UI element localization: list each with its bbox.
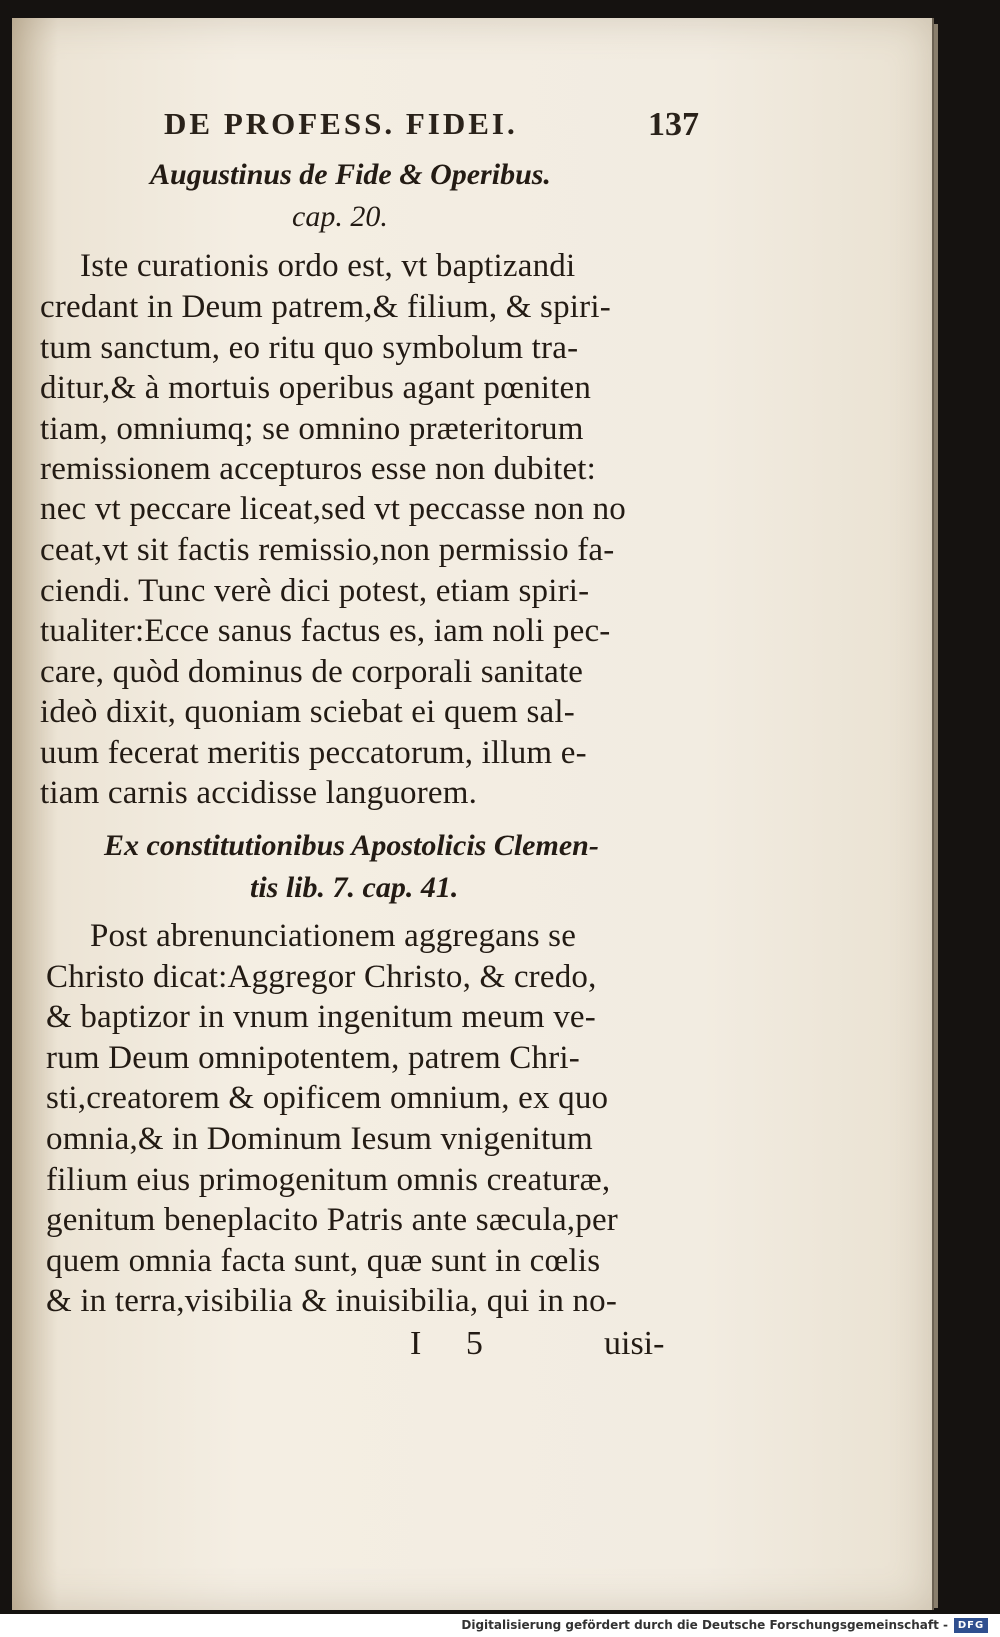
- heading-augustinus-chapter: cap. 20.: [292, 200, 388, 233]
- text-line: tiam, omniumq; se omnino præteritorum: [40, 411, 584, 447]
- text-line: Christo dicat:Aggregor Christo, & credo,: [46, 959, 597, 995]
- text-line: & baptizor in vnum ingenitum meum ve-: [46, 999, 596, 1035]
- catchword: uisi-: [604, 1325, 665, 1362]
- text-line: tiam carnis accidisse languorem.: [40, 775, 478, 811]
- text-line: credant in Deum patrem,& filium, & spiri-: [40, 289, 611, 325]
- text-line: quem omnia facta sunt, quæ sunt in cœlis: [46, 1243, 601, 1279]
- dfg-logo: DFG: [954, 1618, 988, 1633]
- text-line: & in terra,visibilia & inuisibilia, qui in no-: [46, 1283, 618, 1319]
- text-line: nec vt peccare liceat,sed vt peccasse non no: [40, 491, 627, 527]
- text-line: tualiter:Ecce sanus factus es, iam noli pec-: [40, 613, 611, 649]
- page-number: 137: [648, 106, 699, 143]
- footer: [0, 1616, 1000, 1637]
- text-line: ditur,& à mortuis operibus agant pœniten: [40, 370, 592, 406]
- text-line: ideò dixit, quoniam sciebat ei quem sal-: [40, 694, 575, 730]
- heading-constitutiones-chapter: tis lib. 7. cap. 41.: [250, 871, 459, 904]
- text-line: care, quòd dominus de corporali sanitate: [40, 654, 584, 690]
- text-line: Iste curationis ordo est, vt baptizandi: [80, 248, 576, 284]
- text-line: sti,creatorem & opificem omnium, ex quo: [46, 1080, 609, 1116]
- text-line: omnia,& in Dominum Iesum vnigenitum: [46, 1121, 593, 1157]
- text-line: remissionem accepturos esse non dubitet:: [40, 451, 597, 487]
- heading-augustinus: Augustinus de Fide & Operibus.: [150, 158, 551, 191]
- text-line: rum Deum omnipotentem, patrem Chri-: [46, 1040, 580, 1076]
- running-head: DE PROFESS. FIDEI.: [164, 106, 518, 141]
- text-line: tum sanctum, eo ritu quo symbolum tra-: [40, 330, 579, 366]
- heading-constitutiones: Ex constitutionibus Apostolicis Clemen-: [104, 829, 599, 862]
- text-line: ciendi. Tunc verè dici potest, etiam spiri-: [40, 573, 590, 609]
- text-line: filium eius primogenitum omnis creaturæ,: [46, 1162, 611, 1198]
- text-line: uum fecerat meritis peccatorum, illum e-: [40, 735, 587, 771]
- text-line: genitum beneplacito Patris ante sæcula,per: [46, 1202, 618, 1238]
- signature-mark: I 5: [410, 1325, 501, 1362]
- footer-credit: Digitalisierung gefördert durch die Deutsche Forschungsgemeinschaft -: [461, 1618, 948, 1632]
- text-line: Post abrenunciationem aggregans se: [90, 918, 577, 954]
- text-line: ceat,vt sit factis remissio,non permissio fa-: [40, 532, 615, 568]
